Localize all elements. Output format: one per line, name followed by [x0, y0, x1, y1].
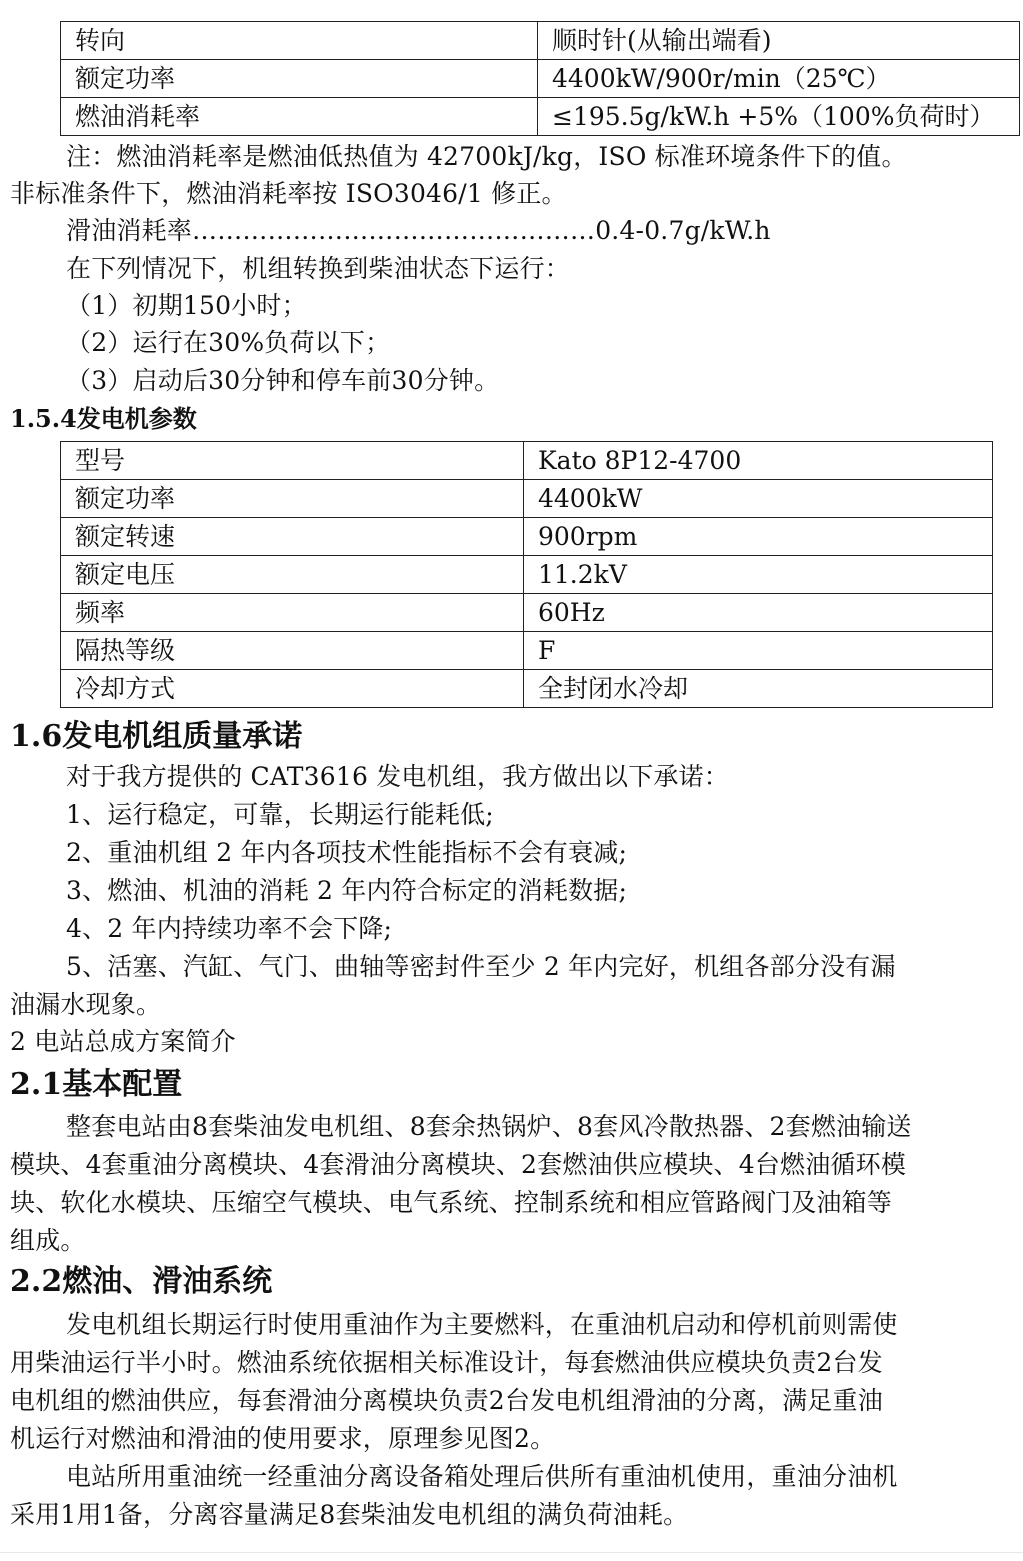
table-cell-value: ≤195.5g/kW.h +5%（100%负荷时）	[538, 98, 1020, 136]
table-cell-value: 60Hz	[524, 594, 993, 632]
paragraph-line: 发电机组长期运行时使用重油作为主要燃料，在重油机启动和停机前则需使	[66, 1310, 898, 1339]
list-item: 3、燃油、机油的消耗 2 年内符合标定的消耗数据;	[66, 876, 628, 905]
lube-oil-consumption: 滑油消耗率…………………………………………0.4-0.7g/kW.h	[66, 216, 771, 245]
table-cell-label: 冷却方式	[61, 670, 524, 708]
list-item-continuation: 油漏水现象。	[10, 990, 162, 1019]
list-item: 2、重油机组 2 年内各项技术性能指标不会有衰减;	[66, 838, 628, 867]
paragraph-line: 用柴油运行半小时。燃油系统依据相关标准设计，每套燃油供应模块负责2台发	[10, 1348, 883, 1377]
table-cell-label: 额定功率	[61, 480, 524, 518]
table-cell-value: 900rpm	[524, 518, 993, 556]
section-heading-1-6: 1.6发电机组质量承诺	[10, 719, 303, 754]
table-cell-value: 全封闭水冷却	[524, 670, 993, 708]
list-item: （2）运行在30%负荷以下；	[66, 328, 391, 357]
table-cell-value: 4400kW	[524, 480, 993, 518]
table-cell-value: 4400kW/900r/min（25℃）	[538, 60, 1020, 98]
table-cell-label: 额定功率	[61, 60, 538, 98]
table-row	[61, 480, 993, 518]
table-cell-value: 顺时针(从输出端看)	[538, 22, 1020, 60]
table-row	[61, 556, 993, 594]
list-item: 1、运行稳定，可靠，长期运行能耗低;	[66, 800, 494, 829]
engine-params-table	[60, 21, 1020, 136]
paragraph-line: 块、软化水模块、压缩空气模块、电气系统、控制系统和相应管路阀门及油箱等	[10, 1188, 893, 1217]
table-cell-label: 频率	[61, 594, 524, 632]
table-cell-label: 额定转速	[61, 518, 524, 556]
list-item: （3）启动后30分钟和停车前30分钟。	[66, 366, 500, 395]
paragraph-line: 模块、4套重油分离模块、4套滑油分离模块、2套燃油供应模块、4台燃油循环模	[10, 1150, 907, 1179]
page-bottom-divider	[0, 1552, 1023, 1553]
commitment-intro: 对于我方提供的 CAT3616 发电机组，我方做出以下承诺：	[66, 762, 730, 791]
table-row	[61, 60, 1020, 98]
table-row	[61, 632, 993, 670]
table-row	[61, 442, 993, 480]
switch-intro: 在下列情况下，机组转换到柴油状态下运行：	[66, 254, 571, 283]
table-row	[61, 670, 993, 708]
table-cell-value: F	[524, 632, 993, 670]
paragraph-line: 整套电站由8套柴油发电机组、8套余热锅炉、8套风冷散热器、2套燃油输送	[66, 1112, 912, 1141]
table-cell-label: 型号	[61, 442, 524, 480]
paragraph-line: 组成。	[10, 1226, 86, 1255]
table-row	[61, 98, 1020, 136]
table-cell-label: 燃油消耗率	[61, 98, 538, 136]
table-cell-value: Kato 8P12-4700	[524, 442, 993, 480]
list-item: （1）初期150小时；	[66, 291, 307, 320]
paragraph-line: 采用1用1备，分离容量满足8套柴油发电机组的满负荷油耗。	[10, 1500, 689, 1529]
table-cell-label: 额定电压	[61, 556, 524, 594]
note-line-2: 非标准条件下，燃油消耗率按 ISO3046/1 修正。	[10, 179, 567, 208]
paragraph-line: 电机组的燃油供应，每套滑油分离模块负责2台发电机组滑油的分离，满足重油	[10, 1386, 883, 1415]
note-line-1: 注：燃油消耗率是燃油低热值为 42700kJ/kg，ISO 标准环境条件下的值。	[66, 142, 907, 171]
table-row	[61, 594, 993, 632]
table-cell-value: 11.2kV	[524, 556, 993, 594]
list-item: 4、2 年内持续功率不会下降;	[66, 914, 393, 943]
table-row	[61, 518, 993, 556]
table-cell-label: 转向	[61, 22, 538, 60]
list-item: 5、活塞、汽缸、气门、曲轴等密封件至少 2 年内完好，机组各部分没有漏	[66, 952, 896, 981]
section-heading-2-2: 2.2燃油、滑油系统	[10, 1264, 273, 1299]
section-heading-2-1: 2.1基本配置	[10, 1067, 183, 1102]
generator-params-table	[60, 441, 993, 708]
table-cell-label: 隔热等级	[61, 632, 524, 670]
table-row	[61, 22, 1020, 60]
section-heading-1-5-4: 1.5.4发电机参数	[10, 404, 197, 433]
paragraph-line: 机运行对燃油和滑油的使用要求，原理参见图2。	[10, 1424, 556, 1453]
paragraph-line: 电站所用重油统一经重油分离设备箱处理后供所有重油机使用，重油分油机	[66, 1462, 898, 1491]
section-heading-2: 2 电站总成方案简介	[10, 1027, 236, 1056]
